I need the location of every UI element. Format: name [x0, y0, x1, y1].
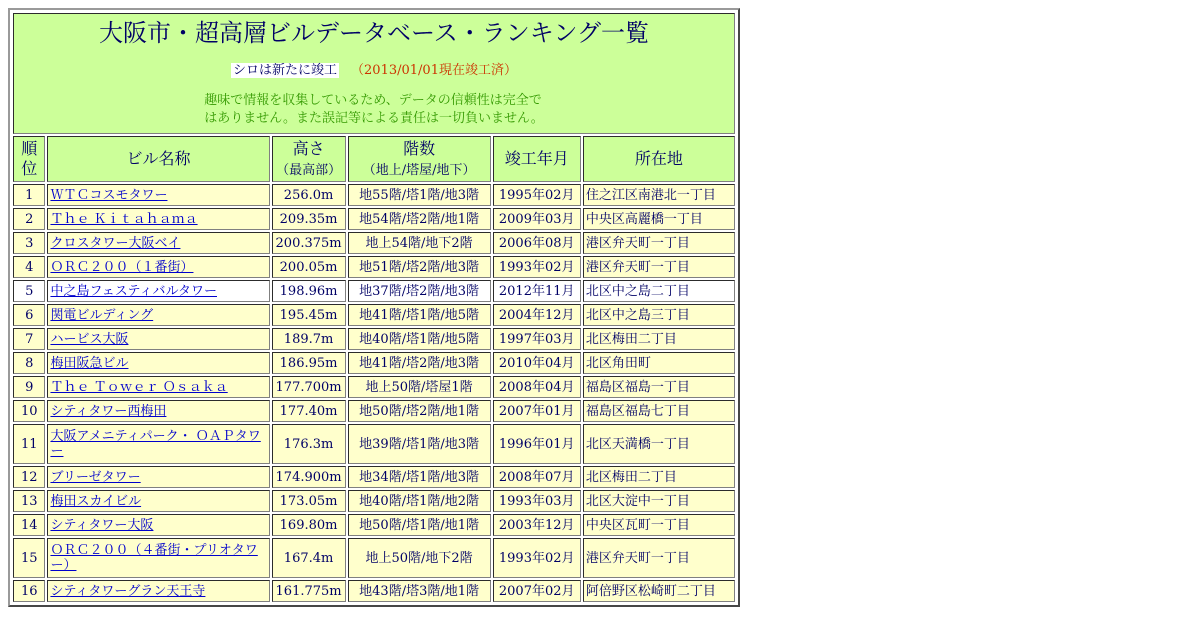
completed-cell: 2003年12月	[493, 514, 581, 536]
column-header-completed: 竣工年月	[493, 136, 581, 182]
floors-cell: 地34階/塔1階/地3階	[348, 466, 491, 488]
page-header	[13, 13, 735, 134]
column-header-name: ビル名称	[47, 136, 269, 182]
completed-cell: 2010年04月	[493, 352, 581, 374]
status-line	[16, 62, 732, 80]
height-cell: 161.775m	[272, 580, 346, 602]
floors-cell: 地41階/塔2階/地3階	[348, 352, 491, 374]
table-row	[13, 184, 735, 206]
height-cell: 177.40m	[272, 400, 346, 422]
building-name-cell	[47, 466, 269, 488]
completed-cell: 2007年02月	[493, 580, 581, 602]
floors-cell: 地43階/塔3階/地1階	[348, 580, 491, 602]
rank-cell: 7	[13, 328, 45, 350]
building-name-cell	[47, 208, 269, 230]
location-cell: 北区梅田二丁目	[583, 328, 735, 350]
rank-cell: 1	[13, 184, 45, 206]
height-cell: 195.45m	[272, 304, 346, 326]
height-cell: 176.3m	[272, 424, 346, 464]
location-cell: 北区中之島三丁目	[583, 304, 735, 326]
height-cell: 186.95m	[272, 352, 346, 374]
location-cell: 中央区瓦町一丁目	[583, 514, 735, 536]
table-row	[13, 400, 735, 422]
building-name-cell	[47, 256, 269, 278]
rank-cell: 14	[13, 514, 45, 536]
location-cell: 港区弁天町一丁目	[583, 538, 735, 578]
table-row	[13, 514, 735, 536]
table-row	[13, 232, 735, 254]
building-link[interactable]: 関電ビルディング	[50, 307, 154, 323]
completed-cell: 1996年01月	[493, 424, 581, 464]
location-cell: 港区弁天町一丁目	[583, 232, 735, 254]
building-link[interactable]: シティタワー大阪	[50, 517, 154, 533]
building-link[interactable]: Ｔｈｅ Ｋｉｔａｈａｍａ	[50, 211, 198, 227]
building-name-cell	[47, 352, 269, 374]
ranking-rows	[13, 184, 735, 602]
rank-cell: 13	[13, 490, 45, 512]
building-link[interactable]: 大阪アメニティパーク・ ＯＡＰタワー	[50, 429, 261, 459]
building-name-cell	[47, 280, 269, 302]
height-cell: 173.05m	[272, 490, 346, 512]
building-link[interactable]: シティタワーグラン天王寺	[50, 583, 206, 599]
floors-cell: 地37階/塔2階/地3階	[348, 280, 491, 302]
completed-cell: 2009年03月	[493, 208, 581, 230]
building-name-cell	[47, 184, 269, 206]
height-cell: 167.4m	[272, 538, 346, 578]
height-cell: 177.700m	[272, 376, 346, 398]
floors-cell: 地上50階/塔屋1階	[348, 376, 491, 398]
building-link[interactable]: Ｔｈｅ Ｔｏｗｅｒ Ｏｓａｋａ	[50, 379, 228, 395]
building-link[interactable]: 梅田スカイビル	[50, 493, 142, 509]
table-row	[13, 208, 735, 230]
completed-cell: 2008年04月	[493, 376, 581, 398]
location-cell: 北区大淀中一丁目	[583, 490, 735, 512]
completed-cell: 2007年01月	[493, 400, 581, 422]
location-cell: 中央区高麗橋一丁目	[583, 208, 735, 230]
page-title: 大阪市・超高層ビルデータベース・ランキング一覧	[98, 19, 650, 47]
location-cell: 北区梅田二丁目	[583, 466, 735, 488]
completed-cell: 1993年02月	[493, 256, 581, 278]
rank-cell: 15	[13, 538, 45, 578]
table-row	[13, 304, 735, 326]
floors-cell: 地39階/塔1階/地3階	[348, 424, 491, 464]
floors-cell: 地51階/塔2階/地3階	[348, 256, 491, 278]
table-row	[13, 352, 735, 374]
floors-cell: 地50階/塔1階/地1階	[348, 514, 491, 536]
column-header-floors: 階数 （地上/塔屋/地下）	[348, 136, 491, 182]
completed-cell: 2012年11月	[493, 280, 581, 302]
table-row	[13, 538, 735, 578]
building-link[interactable]: ＷＴＣコスモタワー	[50, 187, 168, 203]
building-link[interactable]: ＯＲＣ２００（１番街）	[50, 259, 194, 275]
building-link[interactable]: ＯＲＣ２００（４番街・プリオタワー）	[50, 543, 258, 573]
rank-cell: 3	[13, 232, 45, 254]
building-name-cell	[47, 328, 269, 350]
building-name-cell	[47, 580, 269, 602]
location-cell: 北区中之島二丁目	[583, 280, 735, 302]
floors-cell: 地上54階/地下2階	[348, 232, 491, 254]
floors-cell: 地40階/塔1階/地2階	[348, 490, 491, 512]
floors-cell: 地40階/塔1階/地5階	[348, 328, 491, 350]
table-row	[13, 424, 735, 464]
building-link[interactable]: シティタワー西梅田	[50, 403, 167, 419]
building-name-cell	[47, 424, 269, 464]
height-cell: 198.96m	[272, 280, 346, 302]
floors-cell: 地41階/塔1階/地5階	[348, 304, 491, 326]
floors-cell: 地55階/塔1階/地3階	[348, 184, 491, 206]
completed-cell: 1995年02月	[493, 184, 581, 206]
column-header-height: 高さ （最高部）	[272, 136, 346, 182]
completed-cell: 2004年12月	[493, 304, 581, 326]
table-row	[13, 280, 735, 302]
building-name-cell	[47, 538, 269, 578]
location-cell: 北区天満橋一丁目	[583, 424, 735, 464]
ranking-table-frame	[8, 8, 740, 607]
building-link[interactable]: 中之島フェスティバルタワー	[50, 283, 217, 299]
ranking-table	[11, 11, 737, 604]
rank-cell: 9	[13, 376, 45, 398]
column-header-rank: 順 位	[13, 136, 45, 182]
completed-cell: 1997年03月	[493, 328, 581, 350]
building-name-cell	[47, 490, 269, 512]
height-cell: 200.375m	[272, 232, 346, 254]
building-link[interactable]: クロスタワー大阪ベイ	[50, 235, 181, 251]
height-cell: 209.35m	[272, 208, 346, 230]
disclaimer-line-2: はありません。また誤記等による責任は一切負いません。	[204, 111, 544, 126]
building-link[interactable]: ブリーゼタワー	[50, 469, 141, 485]
table-row	[13, 490, 735, 512]
table-row	[13, 580, 735, 602]
rank-cell: 5	[13, 280, 45, 302]
location-cell: 福島区福島七丁目	[583, 400, 735, 422]
rank-cell: 2	[13, 208, 45, 230]
building-name-cell	[47, 376, 269, 398]
location-cell: 住之江区南港北一丁目	[583, 184, 735, 206]
disclaimer-line-1: 趣味で情報を収集しているため、データの信頼性は完全で	[204, 93, 542, 108]
as-of-date: （2013/01/01現在竣工済）	[351, 63, 517, 78]
completed-cell: 2006年08月	[493, 232, 581, 254]
new-building-note: シロは新たに竣工	[233, 63, 338, 78]
table-row	[13, 256, 735, 278]
building-name-cell	[47, 400, 269, 422]
height-cell: 256.0m	[272, 184, 346, 206]
floors-cell: 地50階/塔2階/地1階	[348, 400, 491, 422]
height-cell: 189.7m	[272, 328, 346, 350]
completed-cell: 2008年07月	[493, 466, 581, 488]
completed-cell: 1993年02月	[493, 538, 581, 578]
column-header-location: 所在地	[583, 136, 735, 182]
building-link[interactable]: 梅田阪急ビル	[50, 355, 129, 371]
height-cell: 200.05m	[272, 256, 346, 278]
location-cell: 港区弁天町一丁目	[583, 256, 735, 278]
location-cell: 福島区福島一丁目	[583, 376, 735, 398]
table-row	[13, 466, 735, 488]
height-cell: 169.80m	[272, 514, 346, 536]
completed-cell: 1993年03月	[493, 490, 581, 512]
height-cell: 174.900m	[272, 466, 346, 488]
rank-cell: 8	[13, 352, 45, 374]
rank-cell: 12	[13, 466, 45, 488]
rank-cell: 6	[13, 304, 45, 326]
rank-cell: 11	[13, 424, 45, 464]
building-name-cell	[47, 514, 269, 536]
location-cell: 阿倍野区松崎町二丁目	[583, 580, 735, 602]
location-cell: 北区角田町	[583, 352, 735, 374]
floors-cell: 地上50階/地下2階	[348, 538, 491, 578]
building-name-cell	[47, 232, 269, 254]
building-name-cell	[47, 304, 269, 326]
building-link[interactable]: ハービス大阪	[50, 331, 129, 347]
table-row	[13, 376, 735, 398]
floors-cell: 地54階/塔2階/地1階	[348, 208, 491, 230]
disclaimer	[204, 92, 544, 128]
column-header-row	[13, 136, 735, 182]
table-row	[13, 328, 735, 350]
rank-cell: 16	[13, 580, 45, 602]
rank-cell: 4	[13, 256, 45, 278]
rank-cell: 10	[13, 400, 45, 422]
